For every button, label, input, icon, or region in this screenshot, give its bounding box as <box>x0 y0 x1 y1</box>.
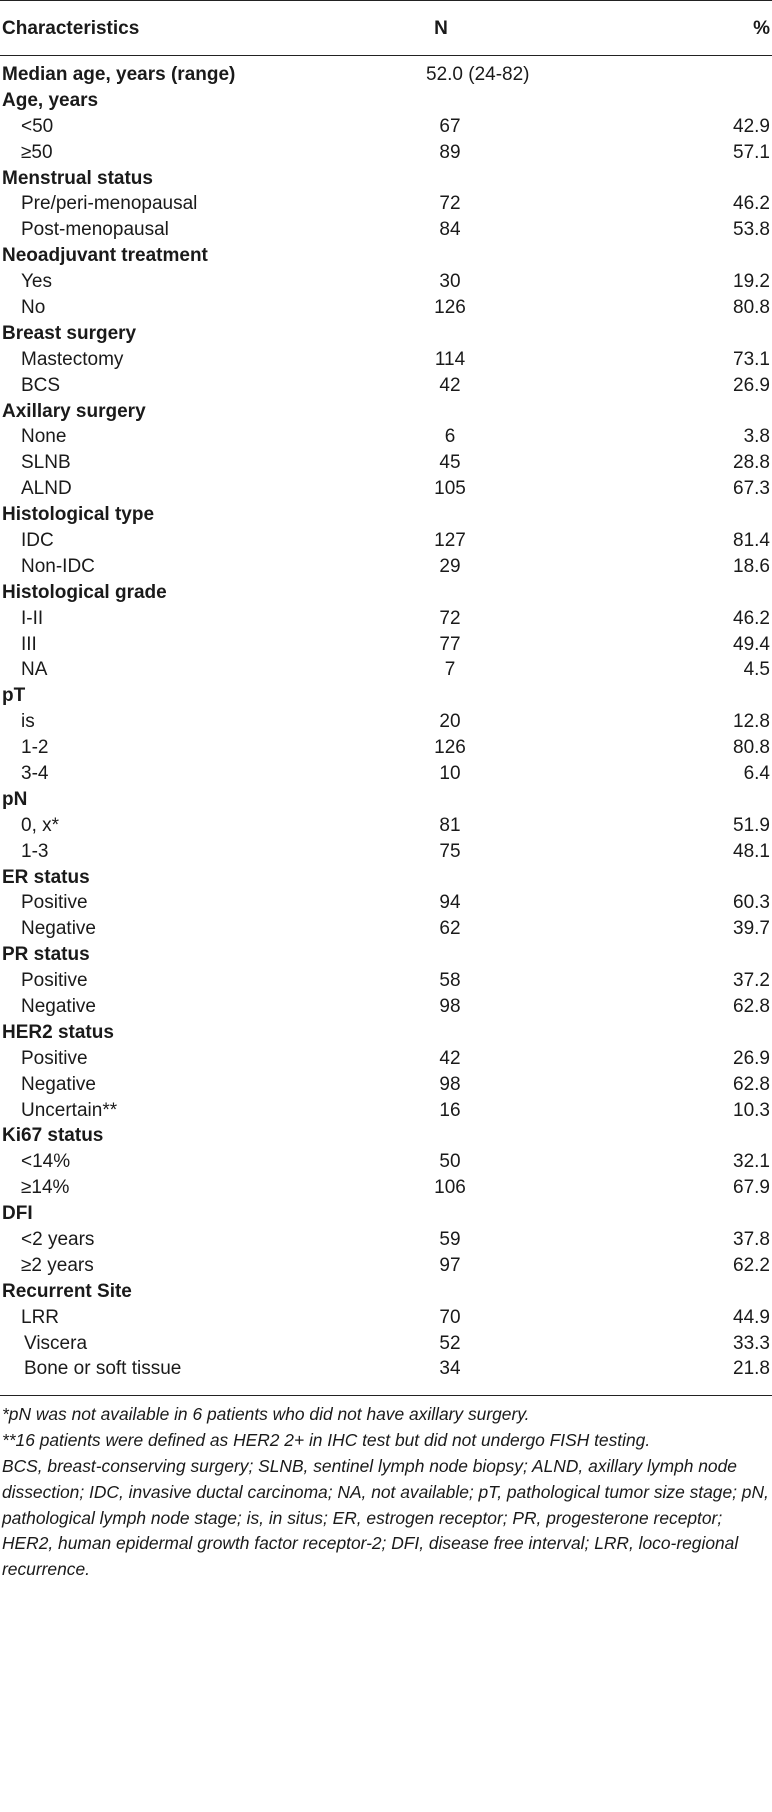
row-n: 126 <box>434 737 466 759</box>
row-n: 6 <box>444 426 456 448</box>
section-header-row <box>0 1201 772 1227</box>
table-row <box>0 1098 772 1124</box>
row-percent: 3.8 <box>743 426 770 448</box>
table-row <box>0 347 772 373</box>
row-label: 1-3 <box>21 840 49 862</box>
table-row <box>0 839 772 865</box>
table-row <box>0 657 772 683</box>
row-percent: 32.1 <box>733 1151 770 1173</box>
table-row <box>0 295 772 321</box>
table-row <box>0 1175 772 1201</box>
section-header-row <box>0 502 772 528</box>
row-n: 7 <box>444 659 456 681</box>
row-n: 30 <box>439 271 461 293</box>
table-body <box>0 56 772 1395</box>
row-label: Positive <box>21 892 88 914</box>
table-row <box>0 424 772 450</box>
row-n: 98 <box>439 1073 461 1095</box>
row-n: 126 <box>434 296 466 318</box>
table-row <box>0 1227 772 1253</box>
section-header-row <box>0 787 772 813</box>
table-row <box>0 968 772 994</box>
row-percent: 18.6 <box>733 555 770 577</box>
row-percent: 44.9 <box>733 1306 770 1328</box>
row-percent: 80.8 <box>733 296 770 318</box>
row-n: 16 <box>439 1099 461 1121</box>
section-header-row <box>0 942 772 968</box>
section-label: Neoadjuvant treatment <box>2 245 208 267</box>
row-n: 72 <box>439 193 461 215</box>
row-n: 62 <box>439 918 461 940</box>
median-age-label: Median age, years (range) <box>2 63 236 85</box>
row-label: Yes <box>21 271 52 293</box>
row-percent: 28.8 <box>733 452 770 474</box>
row-label: <2 years <box>21 1229 95 1251</box>
row-label: 1-2 <box>21 737 49 759</box>
row-label: I-II <box>21 607 44 629</box>
row-n: 42 <box>439 374 461 396</box>
header-characteristics: Characteristics <box>2 18 140 39</box>
row-label: is <box>21 711 35 733</box>
row-n: 50 <box>439 1151 461 1173</box>
row-percent: 42.9 <box>733 115 770 137</box>
table-row <box>0 114 772 140</box>
row-n: 67 <box>439 115 461 137</box>
row-percent: 57.1 <box>733 141 770 163</box>
table-row <box>0 1305 772 1331</box>
row-label: ALND <box>21 478 72 500</box>
section-label: Axillary surgery <box>2 400 146 422</box>
row-percent: 48.1 <box>733 840 770 862</box>
table-row <box>0 709 772 735</box>
section-label: HER2 status <box>2 1021 114 1043</box>
row-n: 20 <box>439 711 461 733</box>
footnote-abbreviations: BCS, breast-conserving surgery; SLNB, sentinel lymph node biopsy; ALND, axillary lymph node dissection; IDC, invasive ductal carcinoma; NA, not available; pT, pathological tumor size stage; pN, pathological lymph node stage; is, in situs; ER, estrogen receptor; PR, progesterone receptor; HER2, human epidermal growth factor receptor-2; DFI, disease free interval; LRR, loco-regional recurrence. <box>2 1456 769 1580</box>
table-header <box>0 1 772 55</box>
section-label: Recurrent Site <box>2 1280 132 1302</box>
row-label: ≥50 <box>21 141 53 163</box>
section-label: DFI <box>2 1203 33 1225</box>
row-percent: 26.9 <box>733 1047 770 1069</box>
row-label: Bone or soft tissue <box>24 1358 182 1380</box>
section-header-row <box>0 1124 772 1150</box>
section-label: Breast surgery <box>2 322 137 344</box>
row-percent: 62.8 <box>733 1073 770 1095</box>
row-n: 94 <box>439 892 461 914</box>
table-row <box>0 606 772 632</box>
section-header-row <box>0 865 772 891</box>
section-label: pT <box>2 685 26 707</box>
row-label: None <box>21 426 67 448</box>
row-percent: 62.2 <box>733 1254 770 1276</box>
row-label: No <box>21 296 46 318</box>
row-label: Negative <box>21 918 96 940</box>
table-row <box>0 994 772 1020</box>
section-label: ER status <box>2 866 90 888</box>
table-row <box>0 916 772 942</box>
row-percent: 37.8 <box>733 1229 770 1251</box>
row-percent: 49.4 <box>733 633 770 655</box>
row-percent: 62.8 <box>733 996 770 1017</box>
row-n: 72 <box>439 607 461 629</box>
table-row <box>0 761 772 787</box>
table-row <box>0 1331 772 1357</box>
row-label: III <box>21 633 37 655</box>
row-label: 0, x* <box>21 814 60 836</box>
row-percent: 6.4 <box>743 762 770 784</box>
section-label: Histological type <box>2 504 155 526</box>
table-row <box>0 217 772 243</box>
row-n: 45 <box>439 452 461 474</box>
table-row <box>0 1253 772 1279</box>
row-label: Viscera <box>24 1332 88 1354</box>
row-label: Post-menopausal <box>21 219 169 241</box>
table-row <box>0 476 772 502</box>
row-percent: 10.3 <box>733 1099 770 1121</box>
row-n: 106 <box>434 1177 466 1199</box>
row-percent: 39.7 <box>733 918 770 940</box>
row-label: SLNB <box>21 452 71 474</box>
table-row <box>0 373 772 399</box>
row-label: NA <box>21 659 48 681</box>
table-row <box>0 554 772 580</box>
row-n: 59 <box>439 1229 461 1251</box>
row-label: BCS <box>21 374 61 396</box>
section-header-row <box>0 88 772 114</box>
header-n: N <box>434 18 448 39</box>
row-label: ≥14% <box>21 1177 70 1199</box>
section-header-row <box>0 243 772 269</box>
row-n: 127 <box>434 529 466 551</box>
row-percent: 33.3 <box>733 1332 770 1354</box>
row-n: 77 <box>439 633 461 655</box>
row-label: Positive <box>21 970 88 992</box>
section-label: Ki67 status <box>2 1125 104 1147</box>
row-n: 10 <box>439 762 461 784</box>
section-label: pN <box>2 788 28 810</box>
row-percent: 37.2 <box>733 970 770 992</box>
median-age-value: 52.0 (24-82) <box>426 63 530 85</box>
row-percent: 81.4 <box>733 529 770 551</box>
section-header-row <box>0 580 772 606</box>
row-percent: 73.1 <box>733 348 770 370</box>
row-label: Mastectomy <box>21 348 124 370</box>
row-percent: 12.8 <box>733 711 770 733</box>
table-row <box>0 813 772 839</box>
row-n: 70 <box>439 1306 461 1328</box>
row-n: 84 <box>439 219 461 241</box>
row-n: 58 <box>439 970 461 992</box>
row-label: Positive <box>21 1047 88 1069</box>
table-row <box>0 1357 772 1383</box>
table-row <box>0 1072 772 1098</box>
section-header-row <box>0 683 772 709</box>
table-row <box>0 632 772 658</box>
row-n: 97 <box>439 1254 461 1276</box>
row-label: <14% <box>21 1151 71 1173</box>
row-percent: 51.9 <box>733 814 770 836</box>
section-label: Menstrual status <box>2 167 153 189</box>
section-label: PR status <box>2 944 90 966</box>
table-groups <box>0 88 772 1383</box>
row-percent: 80.8 <box>733 737 770 759</box>
table-row <box>0 450 772 476</box>
section-label: Age, years <box>2 89 99 111</box>
row-percent: 4.5 <box>743 659 770 681</box>
row-percent: 53.8 <box>733 219 770 241</box>
row-label: Non-IDC <box>21 555 95 577</box>
row-percent: 19.2 <box>733 271 770 293</box>
row-label: LRR <box>21 1306 60 1328</box>
header-percent: % <box>753 18 770 39</box>
table-row <box>0 735 772 761</box>
table-row <box>0 1149 772 1175</box>
row-n: 98 <box>439 996 461 1017</box>
row-n: 89 <box>439 141 461 163</box>
row-percent: 60.3 <box>733 892 770 914</box>
table-row <box>0 140 772 166</box>
table-footnotes <box>0 1396 772 1583</box>
row-n: 52 <box>439 1332 461 1354</box>
row-label: Negative <box>21 1073 96 1095</box>
row-percent: 26.9 <box>733 374 770 396</box>
row-n: 42 <box>439 1047 461 1069</box>
row-label: Negative <box>21 996 96 1017</box>
section-header-row <box>0 321 772 347</box>
row-n: 81 <box>439 814 461 836</box>
row-label: 3-4 <box>21 762 49 784</box>
table-row <box>0 528 772 554</box>
section-header-row <box>0 166 772 192</box>
row-n: 114 <box>434 348 466 370</box>
row-percent: 67.9 <box>733 1177 770 1199</box>
section-header-row <box>0 1020 772 1046</box>
row-label: <50 <box>21 115 54 137</box>
row-label: Pre/peri-menopausal <box>21 193 198 215</box>
footnote-her2: **16 patients were defined as HER2 2+ in IHC test but did not undergo FISH testing. <box>2 1430 651 1451</box>
table-row <box>0 891 772 917</box>
section-label: Histological grade <box>2 581 167 603</box>
table-row <box>0 1046 772 1072</box>
row-n: 34 <box>439 1358 461 1380</box>
row-percent: 46.2 <box>733 193 770 215</box>
footnote-pn: *pN was not available in 6 patients who did not have axillary surgery. <box>2 1404 530 1425</box>
row-percent: 46.2 <box>733 607 770 629</box>
row-n: 105 <box>434 478 466 500</box>
row-n: 29 <box>439 555 461 577</box>
row-percent: 21.8 <box>733 1358 770 1380</box>
row-label: Uncertain** <box>21 1099 118 1121</box>
row-label: IDC <box>21 529 54 551</box>
row-label: ≥2 years <box>21 1254 94 1276</box>
row-n: 75 <box>439 840 461 862</box>
table-row <box>0 191 772 217</box>
row-percent: 67.3 <box>733 478 770 500</box>
table-row <box>0 269 772 295</box>
section-header-row <box>0 399 772 425</box>
section-header-row <box>0 1279 772 1305</box>
median-age-row <box>0 62 772 88</box>
